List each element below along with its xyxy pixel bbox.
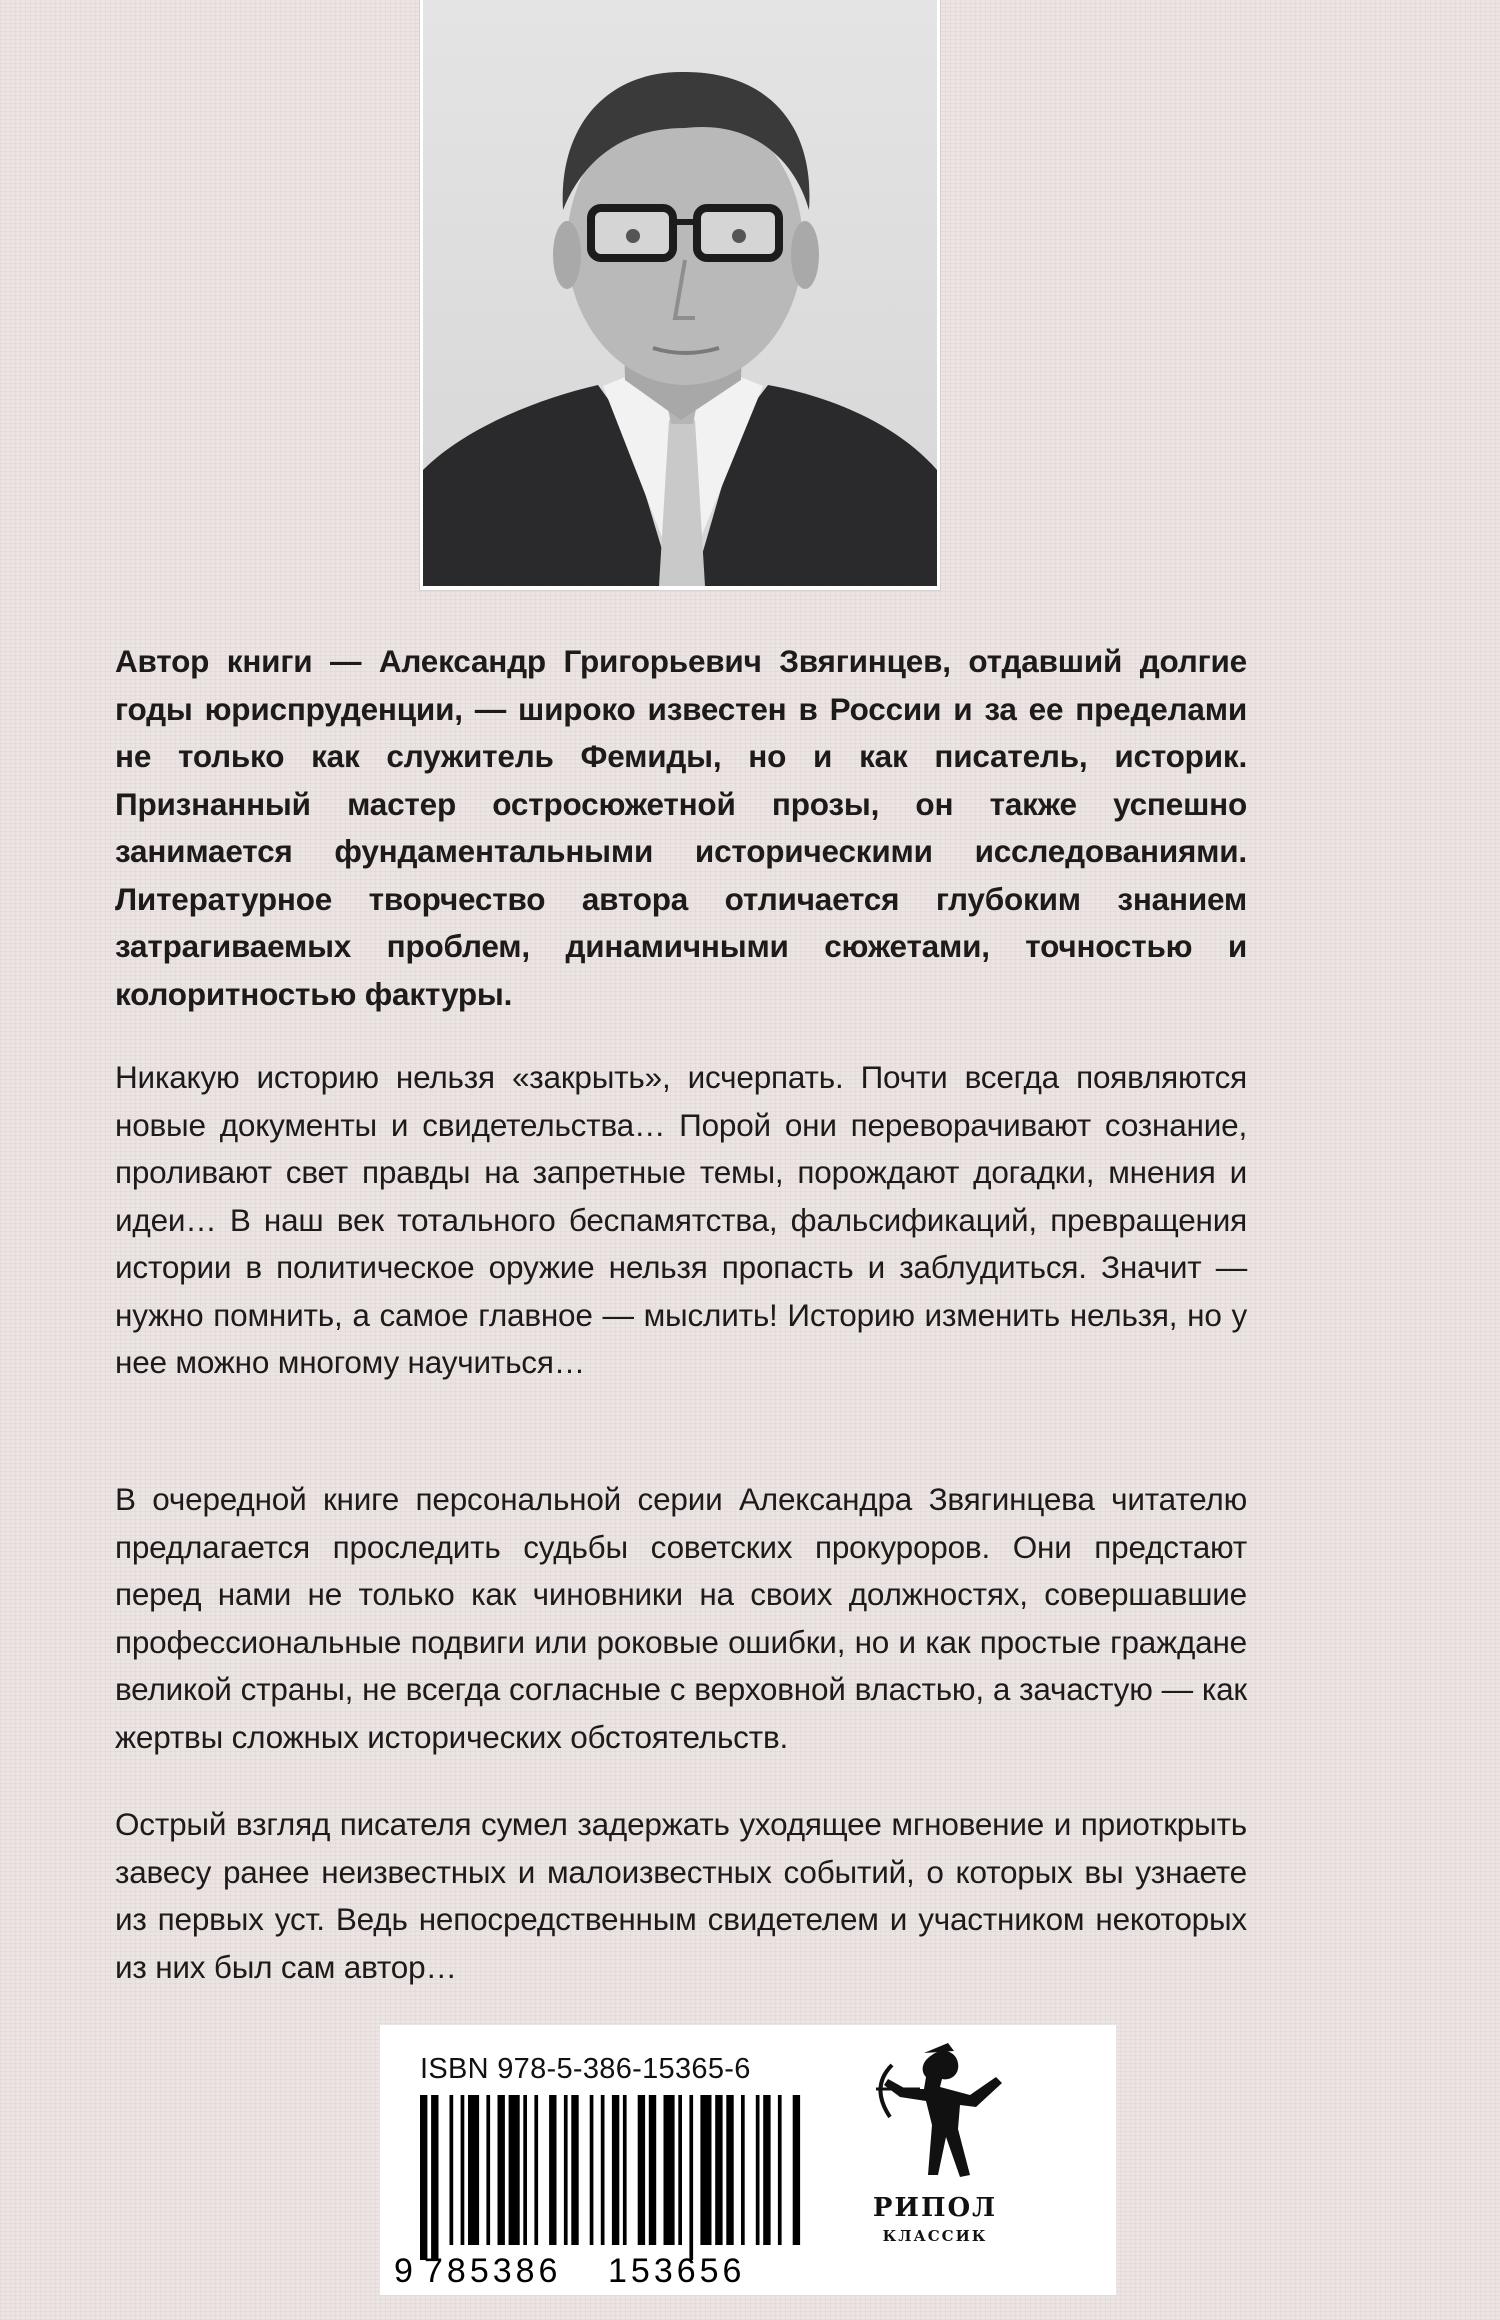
barcode-bar <box>793 2095 800 2245</box>
barcode-digits-right: 153656 <box>608 2252 746 2290</box>
blurb-paragraph-2: В очередной книге персональной серии Александра Звягинцева читателю предлагается проследить судьбы советских прокуроров. Они предстают перед нами не только как чиновники на своих должностях, совершавшие профессиональные подвиги или роковые ошибки, но и как простые граждане великой страны, не всегда согласные с верховной властью, а зачастую — как жертвы сложных исторических обстоятельств. <box>115 1481 1247 1755</box>
archer-icon <box>820 2025 1050 2190</box>
barcode-bar <box>431 2095 438 2260</box>
isbn-label: ISBN 978-5-386-15365-6 <box>420 2053 751 2085</box>
barcode <box>380 2025 820 2295</box>
barcode-bar <box>564 2095 568 2245</box>
barcode-bar <box>763 2095 770 2245</box>
barcode-bar <box>689 2095 693 2260</box>
barcode-bar <box>715 2095 722 2245</box>
author-portrait <box>423 0 937 586</box>
publisher-logo <box>820 2025 1116 2295</box>
barcode-bar <box>523 2095 527 2245</box>
barcode-bar <box>571 2095 578 2245</box>
barcode-bar <box>450 2095 454 2245</box>
barcode-bar <box>534 2095 538 2245</box>
barcode-bar <box>509 2095 520 2245</box>
publisher-subname: КЛАССИК <box>882 2227 988 2245</box>
barcode-bar <box>700 2095 711 2245</box>
barcode-bar <box>468 2095 479 2245</box>
barcode-bar <box>623 2095 627 2245</box>
barcode-bar <box>726 2095 733 2245</box>
barcode-panel <box>380 2025 1116 2295</box>
barcode-digits-left: 785386 <box>424 2252 562 2290</box>
barcode-digit-lead: 9 <box>394 2252 413 2290</box>
barcode-bar <box>638 2095 645 2245</box>
barcode-bar <box>420 2095 427 2260</box>
publisher-name: РИПОЛ <box>872 2193 998 2223</box>
barcode-bar <box>664 2095 675 2245</box>
about-author-text: Автор книги — Александр Григорьевич Звягинцев, отдавший долгие годы юриспруденции, — широко известен в России и за ее пределами не только как служитель Фемиды, но и как писатель, историк. Признанный мастер остросюжетной прозы, он также успешно занимается фундаментальными историческими исследованиями. Литературное творчество автора отличается глубоким знанием затрагиваемых проблем, динамичными сюжетами, точностью и колоритностью фактуры. <box>115 643 1247 1012</box>
barcode-bar <box>756 2095 760 2245</box>
blurb-paragraph-3: Острый взгляд писателя сумел задержать уходящее мгновение и приоткрыть завесу ранее неизвестных и малоизвестных событий, о которых вы узнаете из первых уст. Ведь непосредственным свидетелем и участником некоторых из них был сам автор… <box>115 1806 1247 1985</box>
barcode-bar <box>778 2095 782 2245</box>
blurb-paragraph-1: Никакую историю нельзя «закрыть», исчерпать. Почти всегда появляются новые документы и свидетельства… Порой они переворачивают сознание, проливают свет правды на запретные темы, порождают догадки, мнения и идеи… В наш век тотального беспамятства, фальсификаций, превращения истории в политическое оружие нельзя пропасть и заблудиться. Значит — нужно помнить, а самое главное — мыслить! Историю изменить нельзя, но у нее можно многому научиться… <box>115 1059 1247 1380</box>
barcode-bar <box>601 2095 605 2245</box>
barcode-bar <box>678 2095 682 2245</box>
barcode-bar <box>649 2095 656 2245</box>
barcode-bar <box>549 2095 556 2245</box>
barcode-bar <box>590 2095 594 2245</box>
barcode-bar <box>498 2095 505 2245</box>
barcode-bar <box>741 2095 745 2245</box>
barcode-bar <box>612 2095 619 2245</box>
barcode-bar <box>461 2095 465 2245</box>
barcode-bar <box>486 2095 490 2245</box>
